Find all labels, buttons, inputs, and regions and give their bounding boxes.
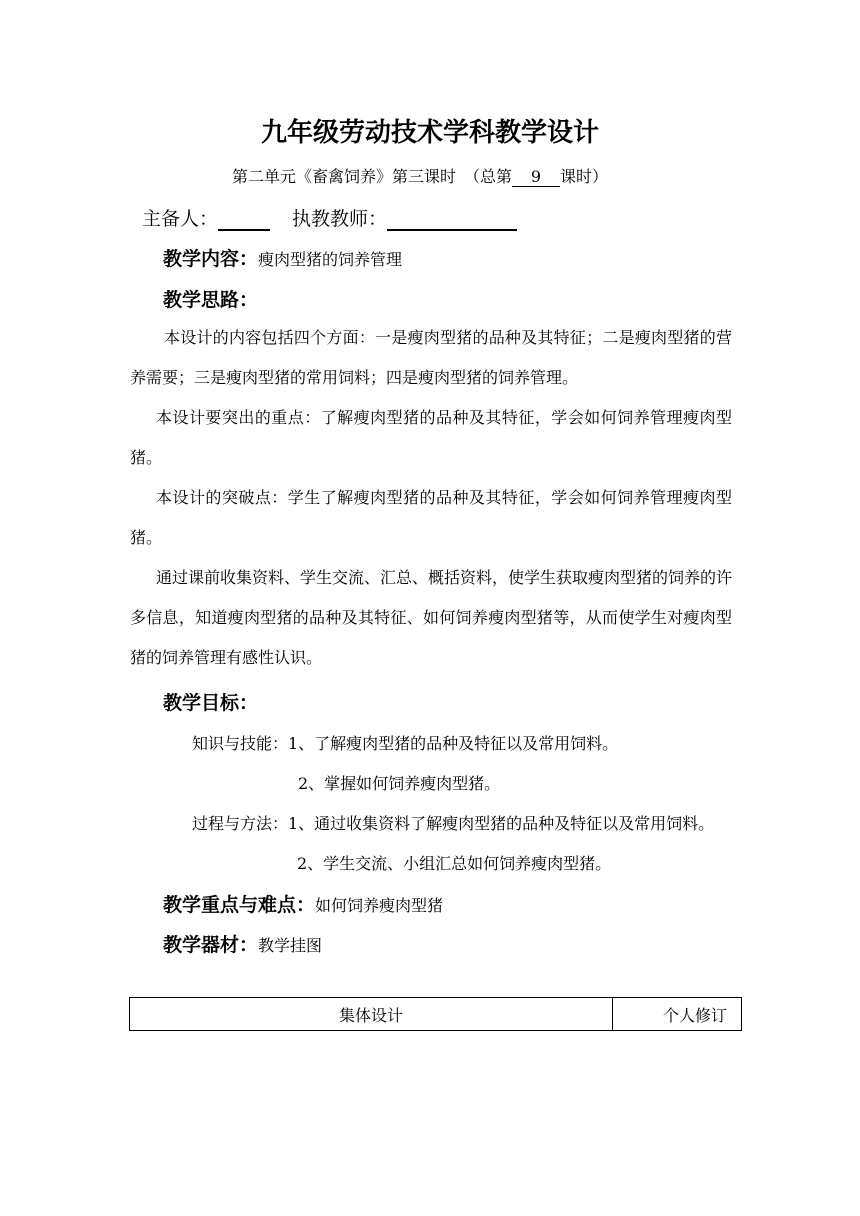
goal-knowledge-1: 知识与技能：1、了解瘦肉型猪的品种及特征以及常用饲料。	[192, 734, 619, 753]
approach-paragraph-4: 通过课前收集资料、学生交流、汇总、概括资料，使学生获取瘦肉型猪的饲养的许多信息，知道瘦肉型猪的品种及其特征、如何饲养瘦肉型猪等，从而使学生对瘦肉型猪的饲养管理有感性认识。	[130, 568, 733, 667]
design-table	[129, 997, 742, 1031]
approach-paragraph-3: 本设计的突破点：学生了解瘦肉型猪的品种及其特征，学会如何饲养管理瘦肉型猪。	[130, 488, 732, 547]
goal-process-1: 过程与方法：1、通过收集资料了解瘦肉型猪的品种及特征以及常用饲料。	[192, 814, 715, 833]
collective-design-header: 集体设计	[130, 998, 613, 1031]
key-points-value: 如何饲养瘦肉型猪	[315, 896, 444, 915]
subtitle-suffix: 课时）	[560, 167, 609, 186]
content-label: 教学内容：	[163, 248, 259, 270]
goal-process-2: 2、学生交流、小组汇总如何饲养瘦肉型猪。	[297, 854, 612, 873]
approach-label: 教学思路：	[163, 289, 259, 311]
page-title: 九年级劳动技术学科教学设计	[260, 118, 599, 148]
key-points-line	[163, 890, 443, 917]
materials-label: 教学器材：	[163, 934, 259, 956]
lesson-subtitle	[232, 164, 608, 187]
teacher-blank	[387, 211, 517, 231]
goal-knowledge-2: 2、掌握如何饲养瘦肉型猪。	[298, 774, 501, 793]
goals-label: 教学目标：	[163, 692, 259, 714]
preparer-line	[142, 204, 517, 231]
content-value: 瘦肉型猪的饲养管理	[258, 250, 403, 269]
approach-paragraph-2: 本设计要突出的重点：了解瘦肉型猪的品种及其特征，学会如何饲养管理瘦肉型猪。	[130, 408, 732, 467]
table-row	[130, 998, 742, 1031]
subtitle-prefix: 第二单元《畜禽饲养》第三课时 （总第	[232, 167, 513, 186]
lesson-number: 9	[512, 168, 560, 187]
materials-line	[163, 930, 322, 957]
key-points-label: 教学重点与难点：	[163, 894, 316, 916]
materials-value: 教学挂图	[258, 936, 323, 955]
personal-revision-header: 个人修订	[613, 998, 742, 1031]
teacher-label: 执教教师：	[292, 208, 388, 230]
main-preparer-label: 主备人：	[142, 208, 219, 230]
main-preparer-blank	[218, 211, 270, 231]
approach-paragraph-1: 本设计的内容包括四个方面：一是瘦肉型猪的品种及其特征；二是瘦肉型猪的营养需要；三是瘦肉型猪的常用饲料；四是瘦肉型猪的饲养管理。	[130, 328, 732, 387]
content-line	[163, 244, 402, 271]
